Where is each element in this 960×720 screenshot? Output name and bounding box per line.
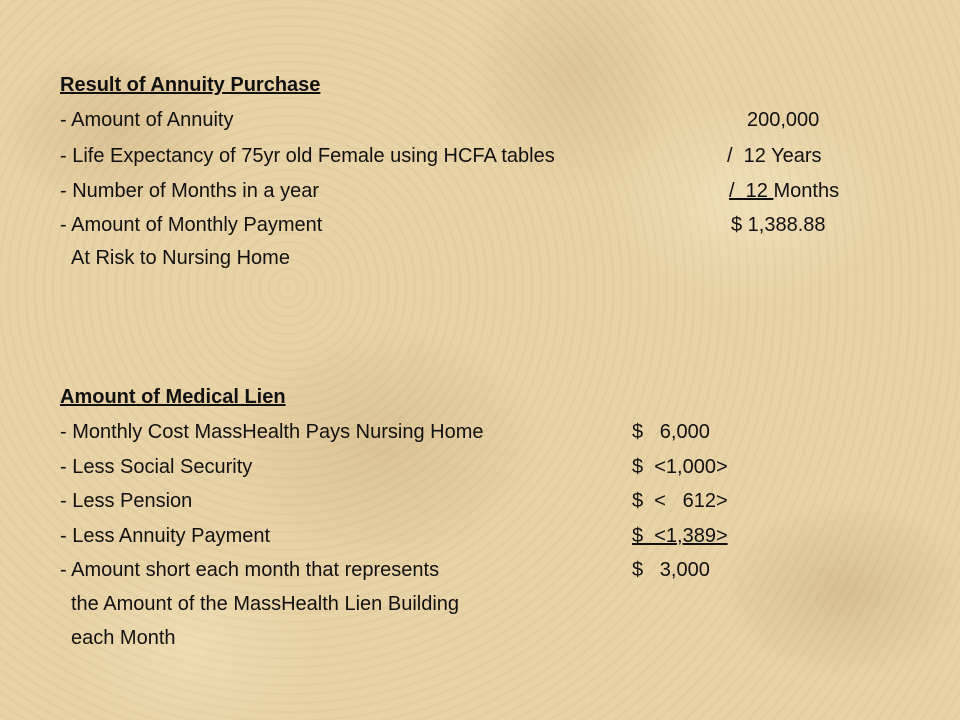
- months-unit: Months: [773, 180, 840, 202]
- monthly-payment-value: $ 1,388.88: [731, 214, 826, 236]
- annuity-payment-value: $ <1,389>: [632, 525, 728, 547]
- pension-value: $ < 612>: [632, 490, 728, 512]
- annuity-payment-label: - Less Annuity Payment: [60, 525, 271, 547]
- social-security-value: $ <1,000>: [632, 456, 728, 478]
- life-expectancy-label: - Life Expectancy of 75yr old Female using HCFA tables: [60, 145, 555, 167]
- months-in-year-label: - Number of Months in a year: [60, 180, 319, 202]
- social-security-label: - Less Social Security: [60, 456, 253, 478]
- months-divisor: / 12: [729, 180, 774, 202]
- amount-short-value: $ 3,000: [632, 559, 710, 581]
- pension-label: - Less Pension: [60, 490, 193, 512]
- amount-short-label: - Amount short each month that represents: [60, 559, 440, 581]
- lien-note-line-2: each Month: [71, 627, 176, 649]
- months-in-year-value: [729, 179, 839, 203]
- monthly-cost-value: $ 6,000: [632, 421, 710, 443]
- lien-note-line-1: the Amount of the MassHealth Lien Building: [71, 593, 460, 615]
- annuity-amount-value: 200,000: [747, 109, 820, 131]
- annuity-heading: Result of Annuity Purchase: [60, 74, 321, 96]
- lien-heading: Amount of Medical Lien: [60, 386, 286, 408]
- at-risk-note: At Risk to Nursing Home: [71, 247, 290, 269]
- annuity-amount-label: - Amount of Annuity: [60, 109, 234, 131]
- monthly-cost-label: - Monthly Cost MassHealth Pays Nursing Home: [60, 421, 484, 443]
- monthly-payment-label: - Amount of Monthly Payment: [60, 214, 323, 236]
- life-expectancy-value: / 12 Years: [727, 145, 822, 167]
